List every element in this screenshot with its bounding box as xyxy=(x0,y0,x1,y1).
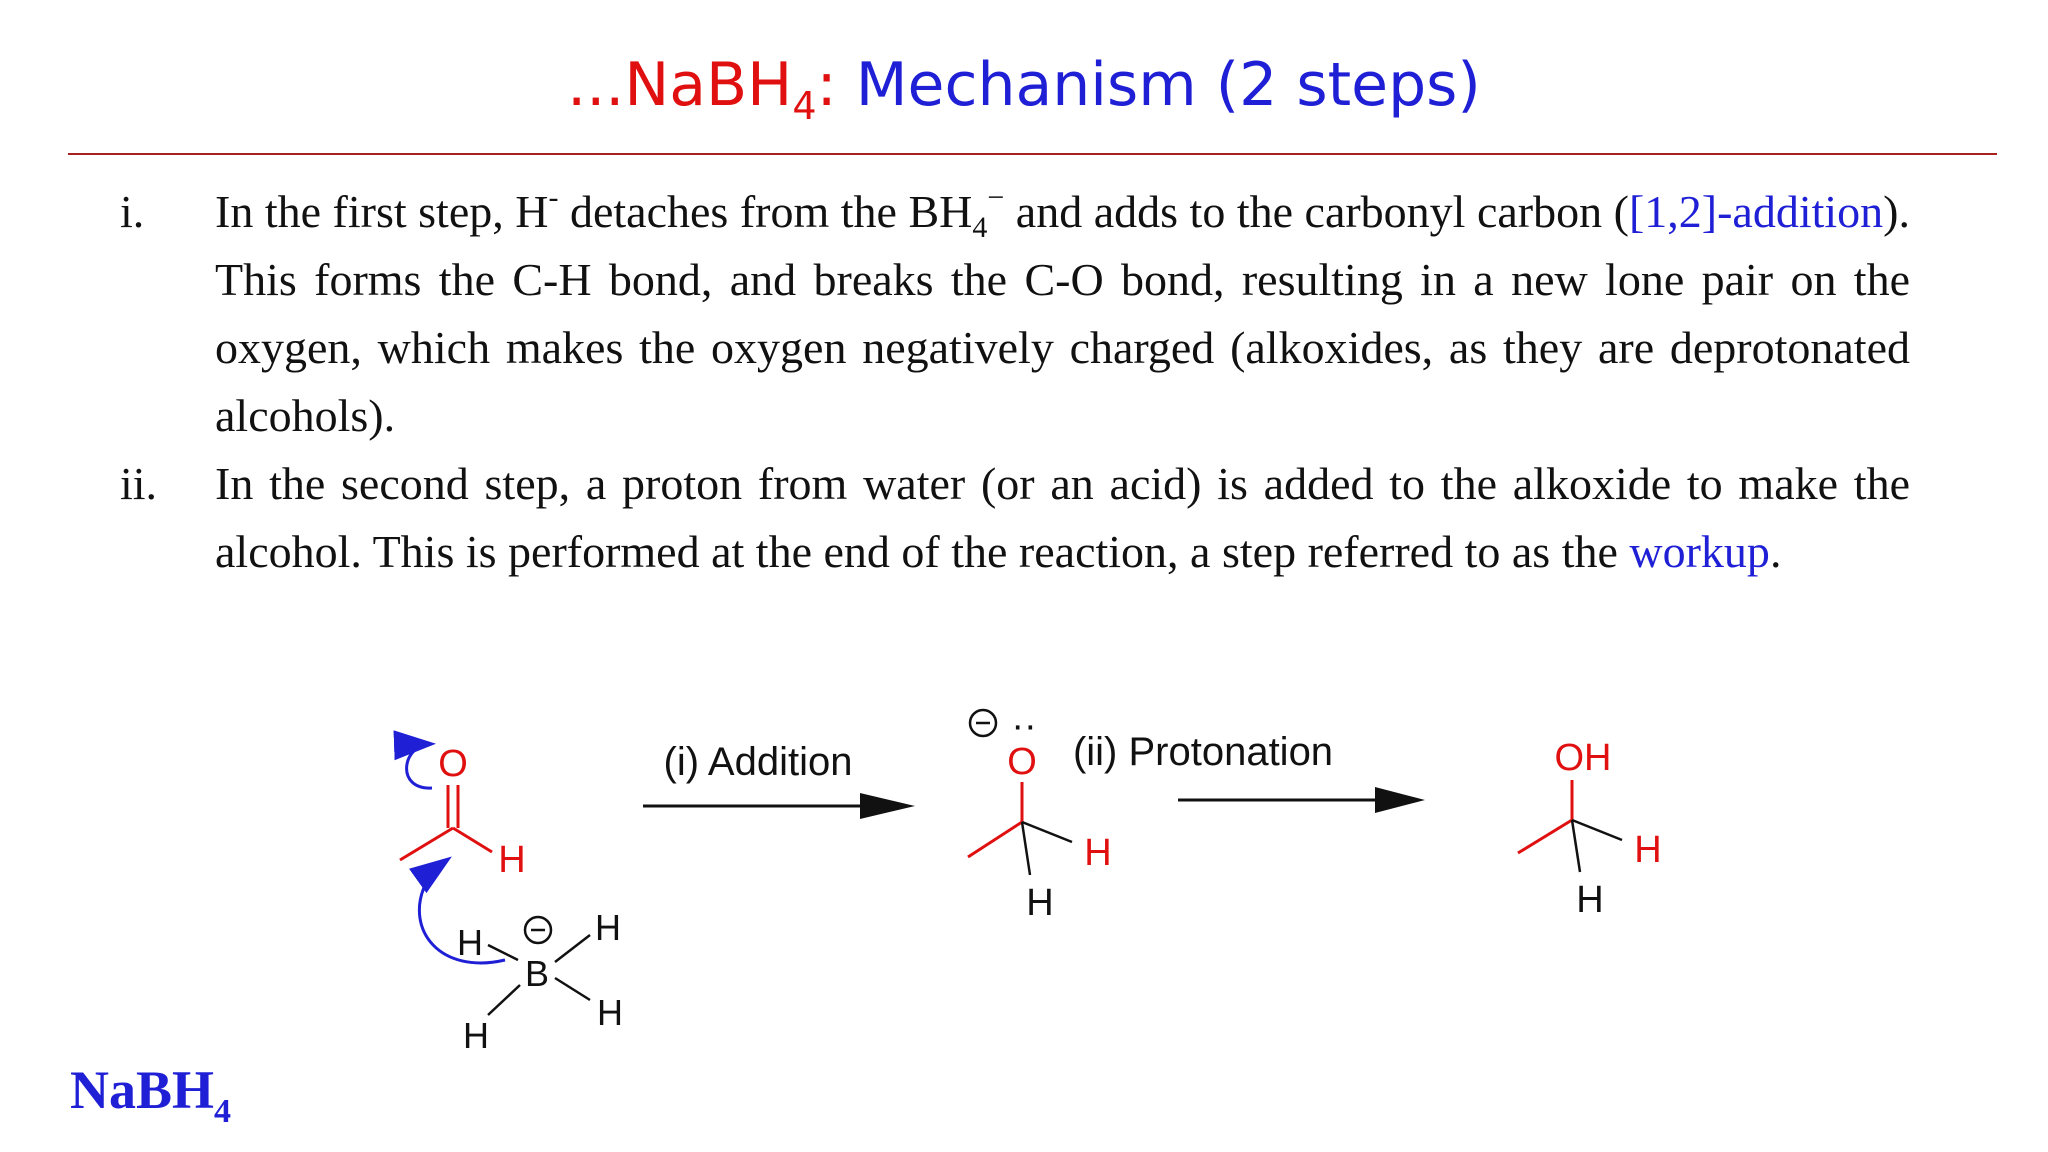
step-number: i. xyxy=(120,186,145,237)
reagent-label: NaBH$_4$ xyxy=(70,1060,232,1130)
title-main: Mechanism (2 steps) xyxy=(836,50,1481,120)
step-number: ii. xyxy=(120,458,158,509)
alkoxide-hydrogen-red: H xyxy=(1084,832,1112,874)
aldehyde-hydrogen: H xyxy=(498,839,526,881)
hydride-h-bottom: H xyxy=(463,1015,489,1056)
hydride-h-top: H xyxy=(595,907,621,948)
addition-link[interactable]: [1,2]-addition xyxy=(1628,186,1884,237)
alcohol-hydrogen-red: H xyxy=(1634,829,1662,871)
hydroxyl-group: OH xyxy=(1554,737,1612,779)
step-text: In the first step, H- detaches from the $BH_4^-$ and adds to the carbonyl carbon ([1,2]-addition). This forms the C-H bond, and breaks the C-O bond, resulting in a new lone pair on the oxygen, which makes the oxygen negatively charged (alkoxides, as they are deprotonated alcohols). xyxy=(215,181,1910,441)
addition-arrow-label: (i) Addition xyxy=(663,740,853,784)
workup-link[interactable]: workup xyxy=(1629,526,1770,577)
lone-pair-dots: ·· xyxy=(1011,705,1037,747)
title-prefix: ...NaBH$_4$: xyxy=(567,50,837,128)
aldehyde-molecule xyxy=(400,743,526,881)
alkoxide-oxygen: O xyxy=(1007,741,1037,783)
aldehyde-oxygen: O xyxy=(438,743,468,785)
hydride-h-right: H xyxy=(597,992,623,1033)
step-text: In the second step, a proton from water (or an acid) is added to the alkoxide to make the alcohol. This is performed at the end of the reaction, a step referred to as the workup. xyxy=(215,458,1910,577)
alkoxide-hydrogen-new: H xyxy=(1026,882,1054,924)
hydride-h-left: H xyxy=(457,922,483,963)
boron-atom: B xyxy=(524,953,550,994)
protonation-arrow-label: (ii) Protonation xyxy=(1072,730,1334,774)
carbonyl-curved-arrow xyxy=(407,744,432,788)
alcohol-molecule xyxy=(1518,737,1662,921)
borohydride-ion xyxy=(457,907,623,1056)
alcohol-hydrogen-new: H xyxy=(1576,879,1604,921)
